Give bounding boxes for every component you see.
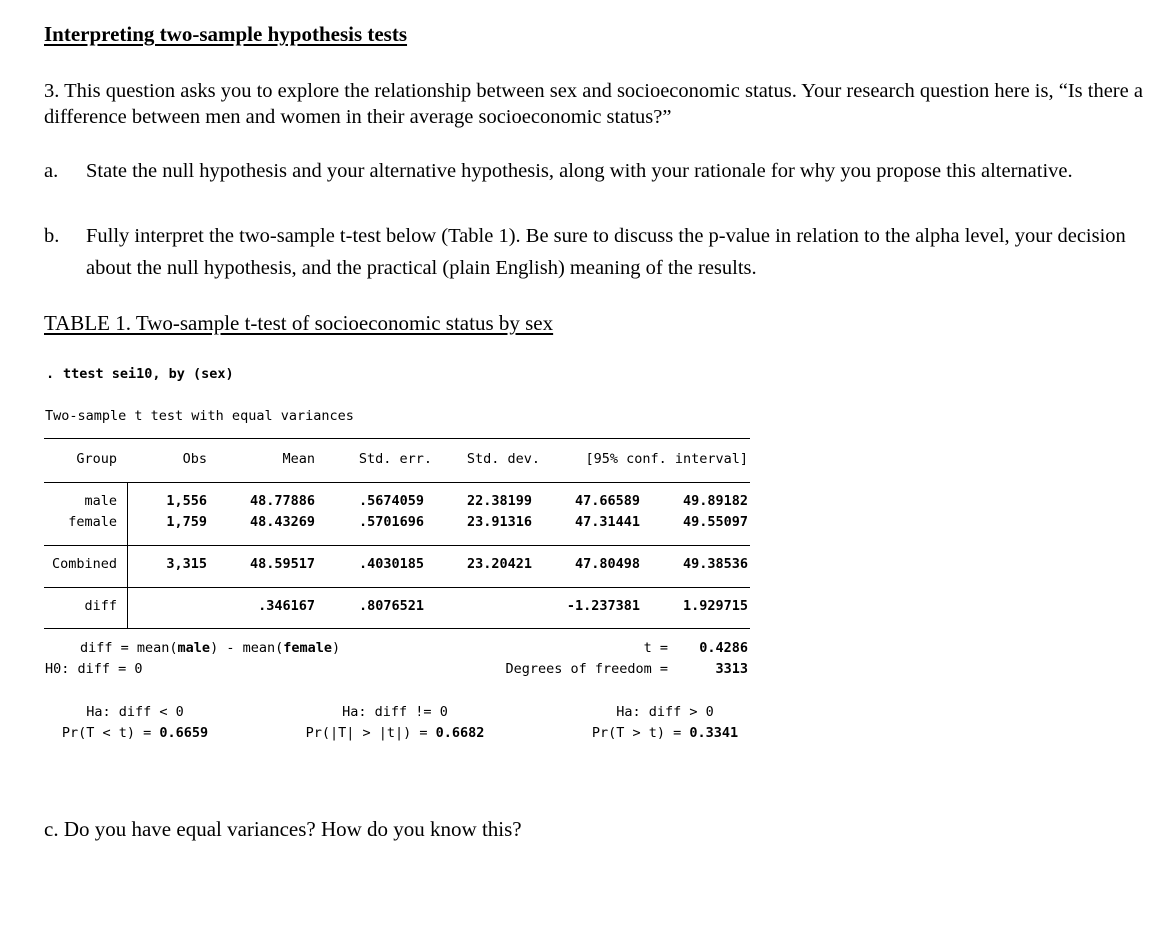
cell-ci-high: 49.89182: [682, 493, 748, 509]
table-rule: [44, 587, 750, 588]
page-title: Interpreting two-sample hypothesis tests: [44, 22, 408, 46]
cell-std-err: .4030185: [358, 556, 424, 572]
cell-std-dev: 23.91316: [466, 514, 532, 530]
cell-std-err: .5701696: [358, 514, 424, 530]
t-label: t =: [643, 640, 668, 656]
header-group: Group: [76, 451, 117, 467]
cell-ci-low: -1.237381: [566, 598, 640, 614]
cell-obs: 1,759: [166, 514, 207, 530]
cell-group: Combined: [51, 556, 117, 572]
table-rule: [44, 628, 750, 629]
ha-right-label: Ha: diff > 0: [616, 704, 714, 720]
item-a-label: a.: [44, 160, 59, 182]
table-rule: [44, 438, 750, 439]
question-c: c. Do you have equal variances? How do you know this?: [44, 817, 522, 841]
item-a-text: State the null hypothesis and your alternative hypothesis, along with your rationale for why you propose this alternative.: [86, 160, 1073, 182]
item-b-text: Fully interpret the two-sample t-test below (Table 1). Be sure to discuss the p-value in relation to the alpha level, your decision about the null hypothesis, and the practical (plain English) meaning of the results.: [86, 225, 1126, 279]
table-rule: [44, 545, 750, 546]
header-std-dev: Std. dev.: [466, 451, 540, 467]
cell-obs: 3,315: [166, 556, 207, 572]
df-label: Degrees of freedom =: [505, 661, 668, 677]
cell-mean: 48.59517: [249, 556, 315, 572]
cell-std-dev: 23.20421: [466, 556, 532, 572]
cell-ci-high: 49.55097: [682, 514, 748, 530]
cell-std-dev: 22.38199: [466, 493, 532, 509]
ha-two-sided-label: Ha: diff != 0: [342, 704, 448, 720]
ha-right-prob: Pr(T > t) = 0.3341: [591, 725, 739, 741]
table-caption: TABLE 1. Two-sample t-test of socioeconomic status by sex: [44, 311, 554, 335]
stata-command: ttest sei10, by (sex): [63, 366, 234, 382]
null-hypothesis: H0: diff = 0: [45, 661, 143, 677]
t-value: 0.4286: [699, 640, 748, 656]
cell-ci-high: 49.38536: [682, 556, 748, 572]
cell-mean: 48.43269: [249, 514, 315, 530]
cell-mean: 48.77886: [249, 493, 315, 509]
cell-group: female: [68, 514, 117, 530]
cell-ci-low: 47.66589: [574, 493, 640, 509]
command-prompt: .: [46, 366, 55, 382]
cell-obs: 1,556: [166, 493, 207, 509]
ha-two-sided-prob: Pr(|T| > |t|) = 0.6682: [305, 725, 485, 741]
cell-group: male: [84, 493, 117, 509]
ha-left-prob: Pr(T < t) = 0.6659: [61, 725, 209, 741]
table-rule: [44, 482, 750, 483]
question-3: 3. This question asks you to explore the relationship between sex and socioeconomic status. Your research question here is, “Is there a difference between men and women in their average socioeconomic status?”: [44, 80, 1143, 128]
header-mean: Mean: [282, 451, 315, 467]
cell-ci-high: 1.929715: [682, 598, 748, 614]
test-subtitle: Two-sample t test with equal variances: [45, 408, 354, 424]
header-conf-interval: [95% conf. interval]: [585, 451, 748, 467]
cell-ci-low: 47.31441: [574, 514, 640, 530]
cell-ci-low: 47.80498: [574, 556, 640, 572]
cell-std-err: .5674059: [358, 493, 424, 509]
cell-std-err: .8076521: [358, 598, 424, 614]
cell-mean: .346167: [258, 598, 315, 614]
diff-definition: diff = mean(male) - mean(female): [80, 640, 341, 656]
item-b-label: b.: [44, 225, 60, 247]
df-value: 3313: [715, 661, 748, 677]
header-std-err: Std. err.: [358, 451, 432, 467]
table-divider: [127, 482, 128, 628]
header-obs: Obs: [182, 451, 207, 467]
cell-group: diff: [84, 598, 117, 614]
ha-left-label: Ha: diff < 0: [86, 704, 184, 720]
